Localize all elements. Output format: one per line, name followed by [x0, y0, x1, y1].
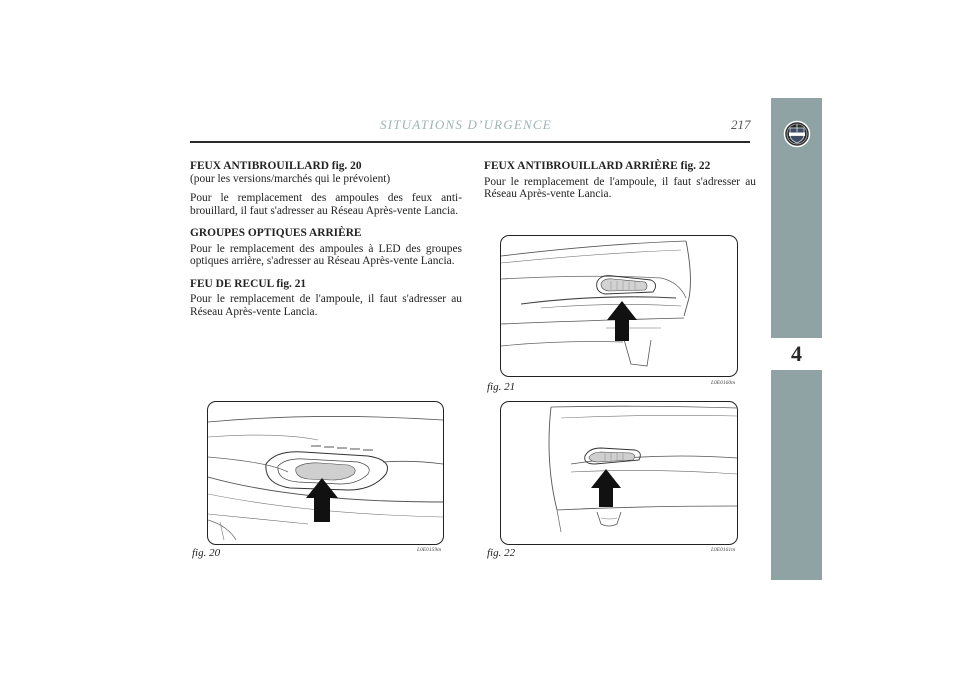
figure-22-illustration [500, 401, 738, 545]
figure-21-code: L0E0160m [711, 380, 736, 386]
section-text-rear-lights: Pour le remplacement des ampoules à LED des groupes optiques arrière, s'adresser au Réseau Après-vente Lancia. [190, 242, 462, 267]
section-text-rear-fog-lights: Pour le remplacement de l'ampoule, il faut s'adresser au Réseau Après-vente Lancia. [484, 175, 756, 200]
pointer-arrow-icon [607, 301, 637, 341]
chapter-number-box [771, 338, 822, 370]
left-text-column [190, 160, 462, 328]
fog-light-drawing [208, 402, 443, 544]
page-number: 217 [731, 117, 751, 132]
figure-22-label: fig. 22 [487, 547, 516, 559]
running-header-title: SITUATIONS D’URGENCE [380, 117, 552, 132]
section-heading-reverse-light: FEU DE RECUL fig. 21 [190, 277, 307, 290]
right-text-column [484, 160, 756, 211]
pointer-arrow-icon [306, 478, 338, 522]
figure-20-label: fig. 20 [192, 547, 221, 559]
figure-20-code: L0E0159m [417, 547, 442, 553]
figure-20-illustration [207, 401, 444, 545]
figure-21-illustration [500, 235, 738, 377]
figure-21-label: fig. 21 [487, 381, 516, 393]
section-heading-rear-fog-lights: FEUX ANTIBROUILLARD ARRIÈRE fig. 22 [484, 160, 711, 172]
header-divider [190, 141, 750, 143]
lancia-shield-icon [783, 120, 811, 148]
section-subheading-fog-lights: (pour les versions/marchés qui le prévoient) [190, 172, 391, 185]
reverse-light-drawing [501, 236, 737, 376]
rear-fog-light-drawing [501, 402, 737, 544]
section-text-reverse-light: Pour le remplacement de l'ampoule, il faut s'adresser au Réseau Après-vente Lancia. [190, 293, 462, 318]
chapter-number: 4 [791, 341, 802, 366]
section-heading-fog-lights: FEUX ANTIBROUILLARD fig. 20 [190, 160, 362, 172]
section-text-fog-lights: Pour le remplacement des ampoules des feux anti-brouillard, il faut s'adresser au Réseau Après-vente Lancia. [190, 192, 462, 217]
pointer-arrow-icon [591, 469, 621, 507]
figure-22-code: L0E0161m [711, 547, 736, 553]
section-heading-rear-lights: GROUPES OPTIQUES ARRIÈRE [190, 227, 362, 239]
